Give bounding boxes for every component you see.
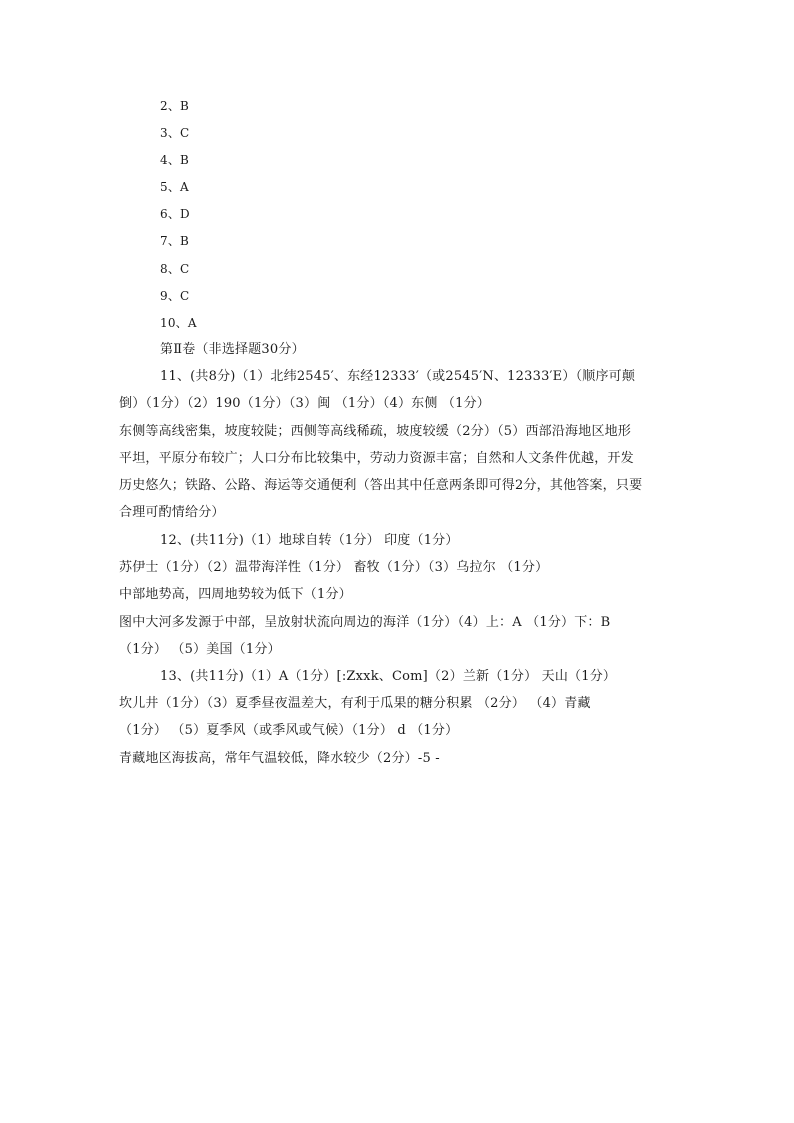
section-title: 第Ⅱ卷（非选择题30分） <box>160 342 305 357</box>
q11-line-2: 倒）（1分）（2）190（1分）（3）闽 （1分）（4）东侧 （1分） <box>119 396 490 411</box>
answer-4: 4、B <box>160 153 190 167</box>
q13-line-2: 坎儿井（1分）（3）夏季昼夜温差大，有利于瓜果的糖分积累 （2分） （4）青藏 <box>119 696 591 711</box>
answer-3: 3、C <box>160 126 190 140</box>
q12-line-5: （1分） （5）美国（1分） <box>119 642 281 657</box>
q11-line-6: 合理可酌情给分） <box>119 505 225 520</box>
q13-line-4: 青藏地区海拔高，常年气温较低，降水较少（2分）-5 - <box>119 751 440 766</box>
q11-line-4: 平坦，平原分布较广；人口分布比较集中，劳动力资源丰富；自然和人文条件优越，开发 <box>119 451 634 466</box>
answer-2: 2、B <box>160 99 190 113</box>
answer-8: 8、C <box>160 262 190 276</box>
answer-10: 10、A <box>160 316 197 330</box>
q12-line-2: 苏伊士（1分）（2）温带海洋性（1分） 畜牧（1分）（3）乌拉尔 （1分） <box>119 560 549 575</box>
answer-6: 6、D <box>160 207 190 221</box>
answer-9: 9、C <box>160 289 190 303</box>
q11-line-3: 东侧等高线密集，坡度较陡；西侧等高线稀疏，坡度较缓（2分）（5）西部沿海地区地形 <box>119 424 632 439</box>
q13-line-1: 13、(共11分)（1）A（1分）[:Zxxk、Com]（2）兰新（1分） 天山（1分） <box>160 669 617 684</box>
q12-line-3: 中部地势高，四周地势较为低下（1分） <box>119 587 352 602</box>
answer-7: 7、B <box>160 234 190 248</box>
q12-line-1: 12、(共11分)（1）地球自转（1分） 印度（1分） <box>160 533 459 548</box>
q13-line-3: （1分） （5）夏季风（或季风或气候）（1分） d （1分） <box>119 723 459 738</box>
q12-line-4: 图中大河多发源于中部，呈放射状流向周边的海洋（1分）（4）上：A （1分）下：B <box>119 615 611 630</box>
answer-5: 5、A <box>160 180 189 194</box>
q11-line-1: 11、(共8分)（1）北纬2545′、东经12333′（或2545′N、12333′E）（顺序可颠 <box>160 369 636 384</box>
q11-line-5: 历史悠久；铁路、公路、海运等交通便利（答出其中任意两条即可得2分，其他答案，只要 <box>119 478 643 493</box>
